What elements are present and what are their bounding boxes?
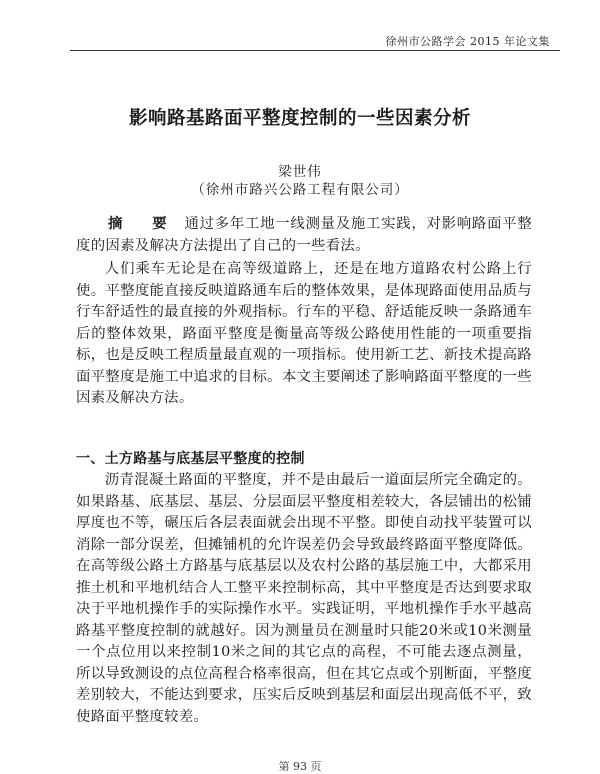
author-affiliation: （徐州市路兴公路工程有限公司） <box>191 182 409 198</box>
header-rule <box>70 50 560 51</box>
abstract-text: 通过多年工地一线测量及施工实践，对影响路面平整度的因素及解决方法提出了自己的一些看法。 <box>76 216 533 254</box>
page-number: 第 93 页 <box>278 760 322 773</box>
running-header <box>0 0 600 58</box>
section-paragraph: 沥青混凝土路面的平整度，并不是由最后一道面层所完全确定的。如果路基、底基层、基层、分层面层平整度相差较大，各层铺出的松铺厚度也不等，碾压后各层表面就会出现不平整。即使自动找平装置可以消除一部分误差，但摊铺机的允许误差仍会导致最终路面平整度降低。在高等级公路土方路基与底基层以及农村公路的基层施工中，大都采用推土机和平地机结合人工整平来控制标高，其中平整度是否达到要求取决于平地机操作手的实际操作水平。实践证明，平地机操作手水平越高路基平整度控制的就越好。因为测量员在测量时只能20米或10米测量一个点位用以来控制10米之间的其它点的高程，不可能去逐点测量，所以导致测设的点位高程合格率很高，但在其它点或个别断面，平整度差别较大，不能达到要求，压实后反映到基层和面层出现高低不平，致使路面平整度较差。 <box>76 472 532 725</box>
author-name: 梁世伟 <box>278 164 322 180</box>
abstract <box>76 214 532 257</box>
journal-name: 徐州市公路学会 2015 年论文集 <box>385 35 550 48</box>
section-heading: 一、土方路基与底基层平整度的控制 <box>76 451 305 467</box>
article-title: 影响路基路面平整度控制的一些因素分析 <box>128 108 471 129</box>
abstract-label: 摘 要 <box>108 216 180 232</box>
intro-paragraph: 人们乘车无论是在高等级道路上，还是在地方道路农村公路上行使。平整度能直接反映道路通车后的整体效果，是体现路面使用品质与行车舒适性的最直接的外观指标。行车的平稳、舒适能反映一条路通车后的整体效果，路面平整度是衡量高等级公路使用性能的一项重要指标，也是反映工程质量最直观的一项指标。使用新工艺、新技术提高路面平整度是施工中追求的目标。本文主要阐述了影响路面平整度的一些因素及解决方法。 <box>76 261 532 406</box>
